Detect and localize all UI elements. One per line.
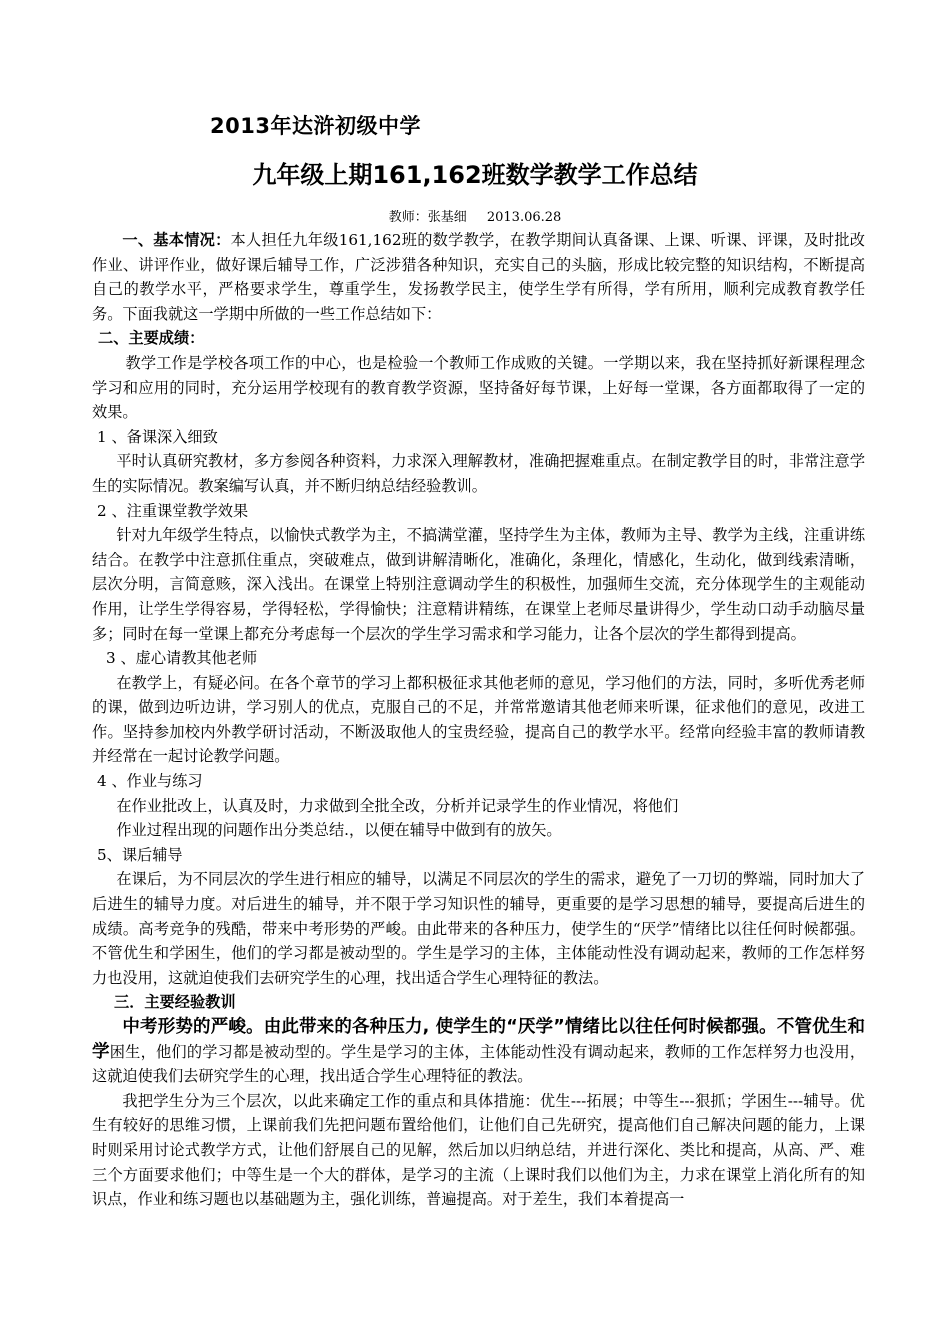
item-4-text-2: 作业过程出现的问题作出分类总结.，以便在辅导中做到有的放矢。 (116, 821, 562, 840)
item-3-title: 3 、虚心请教其他老师 (106, 649, 258, 668)
item-5-text: 在课后，为不同层次的学生进行相应的辅导，以满足不同层次的学生的需求，避免了一刀切的弊端，同时加大了后进生的辅导力度。对后进生的辅导，并不限于学习知识性的辅导，更重要的是学习思想的辅导，要提高后进生的成绩。高考竞争的残酷，带来中考形势的严峻。由此带来的各种压力，使学生的“厌学”情绪比以往任何时候都强。不管优生和学困生，他们的学习都是被动型的。学生是学习的主体，主体能动性没有调动起来，教师的工作怎样努力也没用，这就迫使我们去研究学生的心理，找出适合学生心理特征的教法。 (92, 870, 865, 987)
section-3-paragraph-1 (92, 1015, 865, 1089)
section-1-text: 本人担任九年级161,162班的数学教学，在教学期间认真备课、上课、听课、评课，及时批改作业、讲评作业，做好课后辅导工作，广泛涉猎各种知识，充实自己的头脑，形成比较完整的知识结构，不断提高自己的教学水平，严格要求学生，尊重学生，发扬教学民主，使学生学有所得，学有所用，顺利完成教育教学任务。下面我就这一学期中所做的一些工作总结如下： (92, 231, 865, 323)
section-1-heading: 一、基本情况： (122, 231, 231, 249)
section-2-heading: 二、主要成绩： (98, 329, 205, 348)
school-title: 2013年达浒初级中学 (210, 114, 421, 138)
teacher-name: 教师：张基细 (388, 210, 467, 225)
byline (0, 206, 950, 225)
section-1-paragraph (92, 228, 865, 326)
document-body (92, 228, 865, 1212)
page-title: 九年级上期161,162班数学教学工作总结 (252, 161, 698, 189)
section-2-intro: 教学工作是学校各项工作的中心，也是检验一个教师工作成败的关键。一学期以来，我在坚持抓好新课程理念学习和应用的同时，充分运用学校现有的教育教学资源，坚持备好每节课，上好每一堂课，各方面都取得了一定的效果。 (92, 353, 865, 422)
item-1-title: 1 、备课深入细致 (97, 427, 218, 446)
item-4-text-1: 在作业批改上，认真及时，力求做到全批全改，分析并记录学生的作业情况，将他们 (116, 796, 679, 815)
section-3-paragraph-2: 我把学生分为三个层次，以此来确定工作的重点和具体措施：优生---拓展；中等生---狠抓；学困生---辅导。优生有较好的思维习惯，上课前我们先把问题布置给他们，让他们自己先研究，提高他们自己解决问题的能力，上课时则采用讨论式教学方式，让他们舒展自己的见解，然后加以归纳总结，并进行深化、类比和提高，从高、严、难三个方面要求他们；中等生是一个大的群体，是学习的主流（上课时我们以他们为主，力求在课堂上消化所有的知识点，作业和练习题也以基础题为主，强化训练，普遍提高。对于差生，我们本着提高一 (92, 1091, 865, 1209)
document-date: 2013.06.28 (486, 210, 562, 225)
section-3-bold-lead: 中考形势的严峻。由此带来的各种压力, 使学生的“厌学”情绪比以往任何时候都强。不管优生和学 (92, 1017, 865, 1062)
item-5-title: 5、课后辅导 (97, 845, 183, 864)
item-1-text: 平时认真研究教材，多方参阅各种资料，力求深入理解教材，准确把握难重点。在制定教学目的时，非常注意学生的实际情况。教案编写认真，并不断归纳总结经验教训。 (92, 452, 865, 495)
section-3-rest: 困生，他们的学习都是被动型的。学生是学习的主体，主体能动性没有调动起来，教师的工作怎样努力也没用，这就迫使我们去研究学生的心理，找出适合学生心理特征的教法。 (92, 1042, 866, 1086)
section-3-heading: 三．主要经验教训 (114, 993, 236, 1012)
item-3-text: 在教学上，有疑必问。在各个章节的学习上都积极征求其他老师的意见，学习他们的方法，同时，多听优秀老师的课，做到边听边讲，学习别人的优点，克服自己的不足，并常常邀请其他老师来听课，征求他们的意见，改进工作。坚持参加校内外教学研讨活动，不断汲取他人的宝贵经验，提高自己的教学水平。经常向经验丰富的教师请教并经常在一起讨论教学问题。 (92, 673, 865, 766)
item-4-title: 4 、作业与练习 (97, 772, 203, 791)
item-2-text: 针对九年级学生特点，以愉快式教学为主，不搞满堂灌，坚持学生为主体，教师为主导、教学为主线，注重讲练结合。在教学中注意抓住重点，突破难点，做到讲解清晰化，准确化，条理化，情感化，生动化，做到线索清晰，层次分明，言简意赅，深入浅出。在课堂上特别注意调动学生的积极性，加强师生交流，充分体现学生的主观能动作用，让学生学得容易，学得轻松，学得愉快；注意精讲精练，在课堂上老师尽量讲得少，学生动口动手动脑尽量多；同时在每一堂课上都充分考虑每一个层次的学生学习需求和学习能力，让各个层次的学生都得到提高。 (92, 526, 865, 643)
item-2-title: 2 、注重课堂教学效果 (97, 501, 249, 520)
